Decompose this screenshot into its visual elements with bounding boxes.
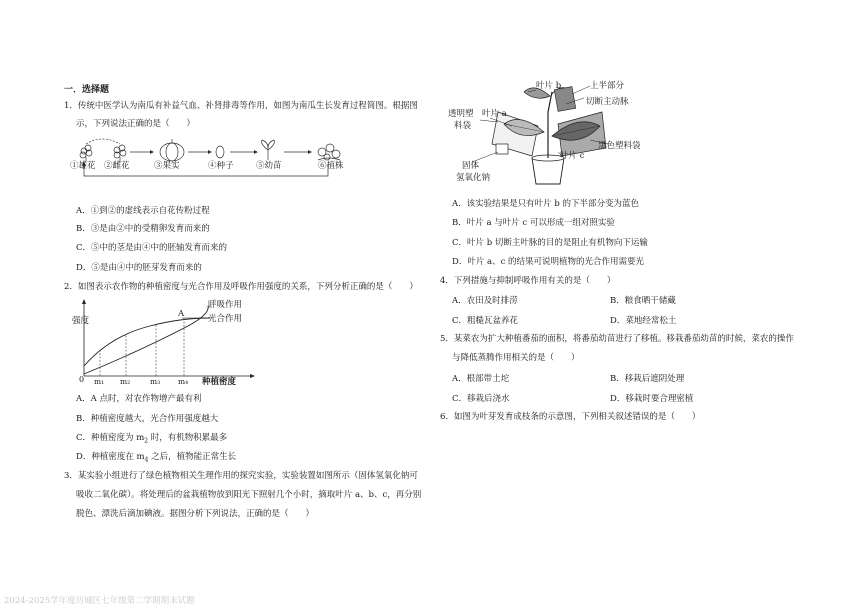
q1-stage-3: ③果实 (154, 161, 180, 171)
q2-option-c: C．种植密度为 $m_2$ 时，有机物积累最多 (76, 433, 228, 445)
q1-option-d: D．⑤是由④中的胚芽发育而来的 (76, 263, 202, 273)
label-naoh-line1: 固体 (462, 161, 480, 171)
q2-stem: 2．如图表示农作物的种植密度与光合作用及呼吸作用强度的关系，下列分析正确的是（ ） (64, 282, 418, 292)
q3-stem-line1: 3．某实验小组进行了绿色植物相关生理作用的探究实验，实验装置如图所示（固体氢氧化钠可 (64, 471, 418, 481)
q4-option-b: B．粮食晒干储藏 (610, 296, 676, 306)
q5-option-c: C．移栽后浇水 (452, 394, 510, 404)
q4-option-c: C．粗糙瓦盆养花 (452, 316, 519, 326)
label-bag-line1: 透明塑 (448, 109, 474, 119)
chart-point-a: A (178, 309, 185, 319)
density-intensity-chart (70, 296, 280, 388)
legend-photosynthesis: 光合作用 (208, 314, 243, 324)
label-cut-vein: 切断主动脉 (586, 97, 629, 107)
q3-stem-line3: 脱色、漂洗后滴加碘液。据图分析下列说法，正确的是（ ） (76, 509, 315, 519)
q2-option-d: D．种植密度在 $m_4$ 之后，植物能正常生长 (76, 452, 237, 464)
chart-y-label: 强度 (72, 316, 90, 326)
footer-exam-title: 2024-2025学年度历城区七年级第二学期期末试题 (4, 596, 195, 606)
seed-icon (216, 146, 224, 158)
pumpkin-fruit-icon (160, 139, 184, 161)
pumpkin-lifecycle-diagram (70, 134, 370, 180)
q1-stage-1: ①雄花 (70, 161, 96, 171)
q2-option-b: B．种植密度越大，光合作用强度越大 (76, 414, 219, 424)
q5-option-b: B．移栽后遮阴处理 (610, 374, 685, 384)
q3-option-b: B．叶片 a 与叶片 c 可以形成一组对照实验 (452, 218, 615, 228)
q1-option-a: A．①到②的虚线表示自花传粉过程 (76, 206, 210, 216)
q5-option-a: A．根部带土坨 (452, 374, 510, 384)
q3-option-a: A．该实验结果是只有叶片 b 的下半部分变为蓝色 (452, 199, 639, 209)
label-upper-part: 上半部分 (590, 81, 625, 91)
q1-stage-6: ⑥植株 (318, 161, 344, 171)
section-title: 一．选择题 (64, 85, 110, 95)
seedling-icon (262, 140, 275, 160)
q4-option-d: D．菜地经常松土 (610, 316, 677, 326)
label-naoh-line2: 氢氧化钠 (456, 173, 491, 183)
q5-stem-line2: 与降低蒸腾作用相关的是（ ） (452, 353, 580, 363)
chart-origin: 0 (79, 375, 85, 384)
tick-m3: m₃ (150, 377, 161, 386)
respiration-curve (84, 306, 208, 374)
label-leaf-c: 叶片 c (560, 151, 585, 161)
q3-stem-line2: 吸收二氧化碳）。将处理后的盆栽植物放到阳光下照射几个小时，摘取叶片 a、b、c，再分别 (76, 490, 422, 500)
q4-stem: 4．下列措施与抑制呼吸作用有关的是（ ） (440, 276, 616, 286)
q1-stage-2: ②雌花 (104, 161, 130, 171)
label-leaf-a: 叶片 a (482, 109, 507, 119)
q1-option-b: B．③是由②中的受精卵发育而来的 (76, 224, 210, 234)
tick-m4: m₄ (178, 377, 189, 386)
q1-stem-line1: 1．传统中医学认为南瓜有补益气血、补肾排毒等作用，如图为南瓜生长发育过程简图。根据图 (64, 101, 418, 111)
label-black-bag: 黑色塑料袋 (598, 141, 641, 151)
tick-m2: m₂ (120, 377, 131, 386)
legend-respiration: 呼吸作用 (208, 300, 243, 310)
q5-stem-line1: 5．某菜农为扩大种植番茄的面积，将番茄幼苗进行了移植。移栽番茄幼苗的时候，菜农的操作 (440, 334, 794, 344)
plant-icon (318, 144, 340, 160)
chart-x-label: 种植密度 (202, 377, 237, 387)
q3-option-d: D．叶片 a、c 的结果可说明植物的光合作用需要光 (452, 257, 645, 267)
q1-stage-5: ⑤幼苗 (256, 161, 282, 171)
q2-option-a: A．A 点时，对农作物增产最有利 (76, 394, 202, 404)
q1-stage-4: ④种子 (208, 161, 234, 171)
q1-stem-line2: 示，下列说法正确的是（ ） (76, 119, 196, 129)
photosynthesis-curve (84, 318, 210, 366)
label-leaf-b: 叶片 b (536, 81, 562, 91)
tick-m1: m₁ (94, 377, 105, 386)
q4-option-a: A．农田及时排涝 (452, 296, 518, 306)
label-bag-line2: 料袋 (454, 121, 472, 131)
q3-option-c: C．叶片 b 切断主叶脉的目的是阻止有机物向下运输 (452, 238, 648, 248)
q6-stem: 6．如图为叶芽发育成枝条的示意图，下列相关叙述错误的是（ ） (440, 412, 701, 422)
q5-option-d: D．移栽时要合理密植 (610, 394, 694, 404)
q1-option-c: C．⑤中的茎是由④中的胚轴发育而来的 (76, 243, 228, 253)
